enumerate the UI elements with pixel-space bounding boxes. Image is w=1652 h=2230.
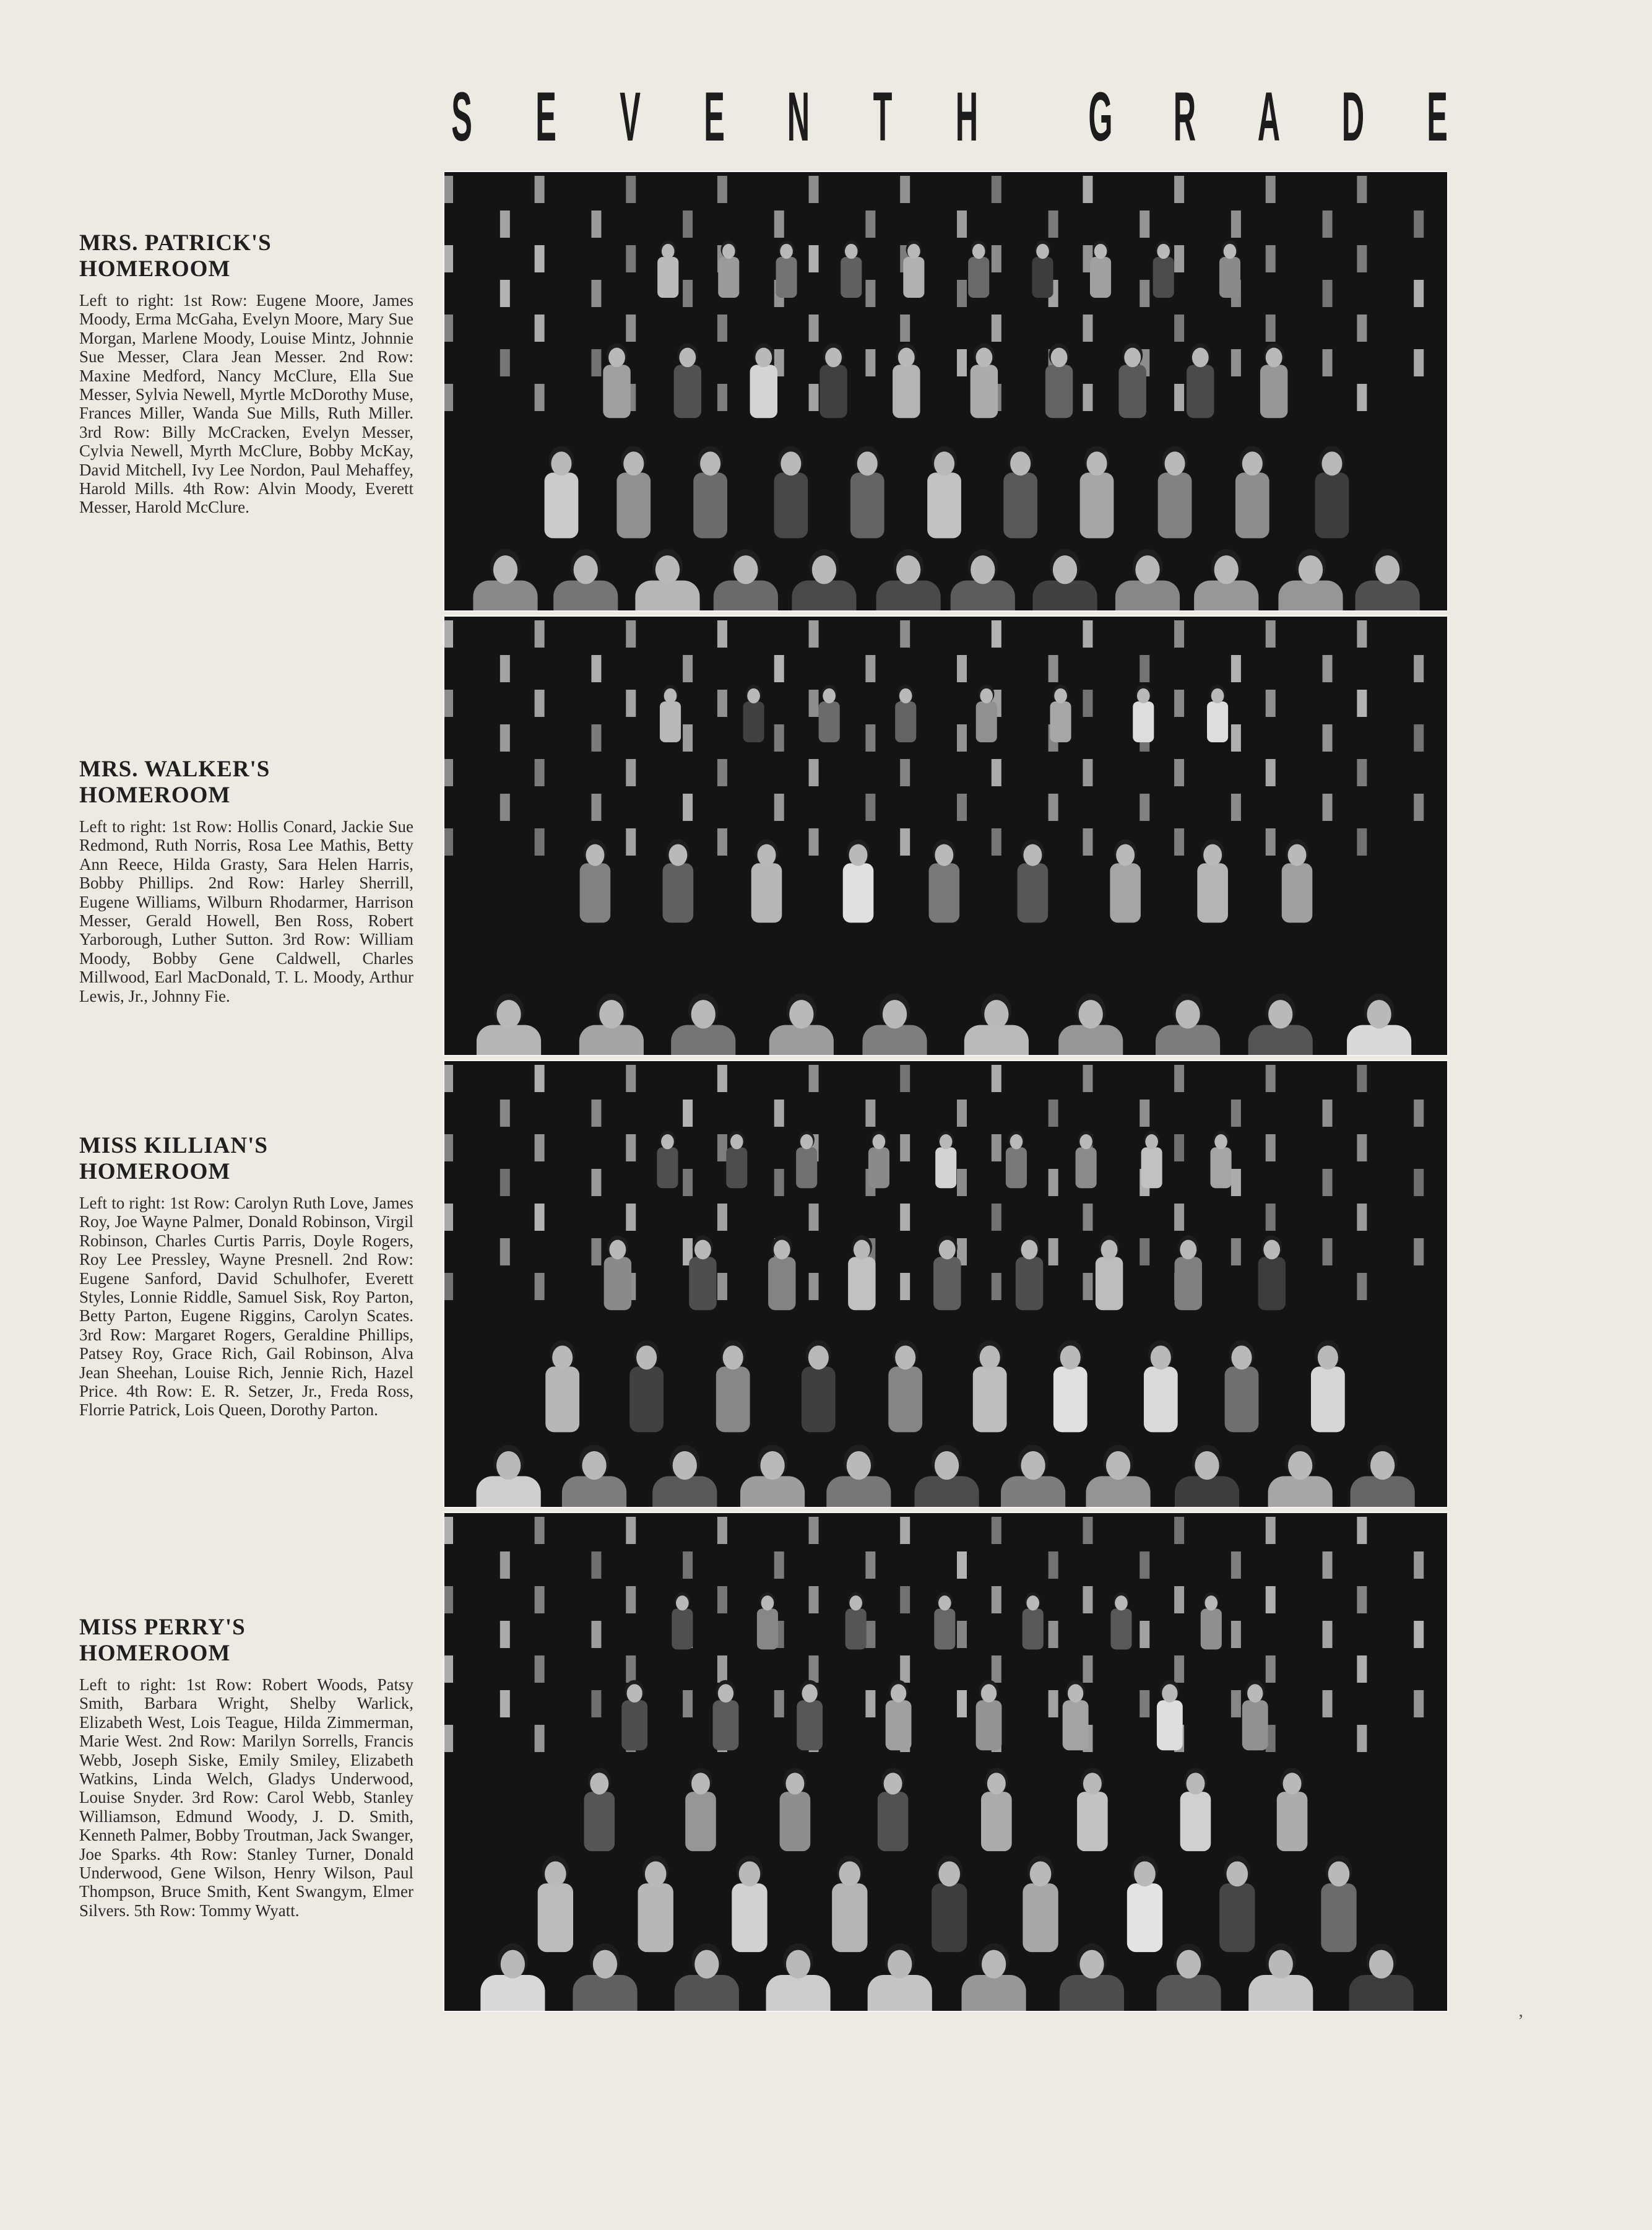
student-figure (1127, 1855, 1162, 1952)
student-figure (1144, 1340, 1178, 1433)
student-figure (843, 840, 874, 923)
class-group-photo-icon (443, 615, 1448, 1056)
page-title: S E V E N T H G R A D E (451, 77, 1448, 155)
student-figure (1096, 1236, 1123, 1311)
student-figure (868, 1131, 889, 1189)
student-figure (545, 1340, 579, 1433)
student-figure (973, 1340, 1007, 1433)
student-figure (693, 446, 727, 539)
homeroom-names: Left to right: 1st Row: Carolyn Ruth Love, James Roy, Joe Wayne Palmer, Donald Robinson, Virgil Robinson, Charles Curtis Parris, Doyle Rogers, Roy Lee Pressley, Wayne Presnell. 2nd Row: Eugene Sanford, David Schulhofer, Everett Styles, Lonnie Riddle, Samuel Sisk, Roy Parton, Betty Parton, Eugene Riggins, Carolyn Scates. 3rd Row: Margaret Rogers, Geraldine Phillips, Patsey Roy, Grace Rich, Gail Robinson, Alva Jean Sheehan, Louise Rich, Jennie Rich, Hazel Price. 4th Row: E. R. Setzer, Jr., Freda Ross, Florrie Patrick, Lois Queen, Dorothy Parton. (79, 1194, 413, 1420)
student-figure (538, 1855, 573, 1952)
student-figure (716, 1340, 750, 1433)
homeroom-caption-walker (79, 757, 413, 1005)
student-figure (1141, 1131, 1162, 1189)
student-figure (757, 1592, 778, 1650)
student-figure (935, 1131, 956, 1189)
homeroom-heading-line1: MRS. WALKER'S (79, 757, 270, 782)
student-figure (743, 685, 764, 742)
student-figure (1311, 1340, 1345, 1433)
student-figure (1006, 1131, 1027, 1189)
class-photo-killian (443, 1060, 1448, 1508)
student-figure (796, 1131, 817, 1189)
student-figure (1201, 1592, 1222, 1650)
student-figure (584, 1768, 615, 1851)
student-figure (1053, 1340, 1088, 1433)
student-figure (1118, 344, 1146, 419)
homeroom-heading-line2: HOMEROOM (79, 1159, 231, 1184)
student-figure (603, 344, 630, 419)
student-figure (1207, 685, 1228, 742)
student-figure (903, 240, 924, 298)
homeroom-caption-patrick (79, 230, 413, 517)
student-figure (616, 446, 651, 539)
student-figure (1110, 840, 1141, 923)
homeroom-heading-line1: MISS KILLIAN'S (79, 1133, 268, 1158)
student-figure (1158, 446, 1192, 539)
student-figure (1180, 1768, 1211, 1851)
student-figure (1080, 446, 1114, 539)
student-figure (780, 1768, 811, 1851)
homeroom-heading (79, 757, 413, 809)
student-figure (1225, 1340, 1259, 1433)
student-figure (1175, 1236, 1202, 1311)
student-figure (1045, 344, 1073, 419)
student-figure (1076, 1131, 1097, 1189)
student-figure (1090, 240, 1111, 298)
student-figure (718, 240, 739, 298)
student-figure (776, 240, 797, 298)
student-figure (657, 1131, 678, 1189)
student-figure (580, 840, 611, 923)
student-figure (638, 1855, 673, 1952)
class-group-photo-icon (443, 1060, 1448, 1508)
class-photo-perry (443, 1512, 1448, 2012)
student-figure (981, 1768, 1012, 1851)
student-figure (768, 1236, 795, 1311)
student-figure (929, 840, 960, 923)
student-figure (1077, 1768, 1108, 1851)
student-figure (1032, 240, 1053, 298)
student-figure (1153, 240, 1174, 298)
student-figure (841, 240, 862, 298)
class-photo-patrick (443, 171, 1448, 612)
homeroom-heading (79, 1615, 413, 1667)
student-figure (976, 1680, 1002, 1751)
student-figure (732, 1855, 767, 1952)
student-figure (657, 240, 678, 298)
student-figure (1321, 1855, 1356, 1952)
student-figure (689, 1236, 716, 1311)
student-figure (545, 446, 579, 539)
student-figure (1157, 1680, 1183, 1751)
homeroom-names: Left to right: 1st Row: Robert Woods, Patsy Smith, Barbara Wright, Shelby Warlick, Elizabeth West, Lois Teague, Hilda Zimmerman, Marie West. 2nd Row: Marilyn Sorrells, Francis Webb, Joseph Siske, Emily Smiley, Elizabeth Watkins, Linda Welch, Gladys Underwood, Louise Snyder. 3rd Row: Carol Webb, Stanley Williamson, Edmund Woody, J. D. Smith, Kenneth Palmer, Bobby Troutman, Jack Swanger, Joe Sparks. 4th Row: Stanley Turner, Donald Underwood, Gene Wilson, Henry Wilson, Paul Thompson, Bruce Smith, Kent Swangym, Elmer Silvers. 5th Row: Tommy Wyatt. (79, 1675, 413, 1920)
student-figure (888, 1340, 922, 1433)
student-figure (1242, 1680, 1268, 1751)
student-figure (934, 1592, 955, 1650)
student-figure (850, 446, 884, 539)
homeroom-heading (79, 230, 413, 282)
homeroom-names: Left to right: 1st Row: Hollis Conard, Jackie Sue Redmond, Ruth Norris, Rosa Lee Mathis, Betty Ann Reece, Hilda Grasty, Sara Helen Harris, Bobby Phillips. 2nd Row: Harley Sherrill, Eugene Williams, Wilburn Rhodarmer, Harrison Messer, Gerald Howell, Ben Ross, Robert Yarborough, Luther Sutton. 3rd Row: William Moody, Bobby Gene Caldwell, Charles Millwood, Earl MacDonald, T. L. Moody, Arthur Lewis, Jr., Johnny Fie. (79, 817, 413, 1005)
student-figure (886, 1680, 912, 1751)
student-figure (1018, 840, 1049, 923)
student-figure (976, 685, 997, 742)
student-figure (672, 1592, 693, 1650)
student-figure (774, 446, 808, 539)
student-figure (1023, 1855, 1058, 1952)
student-figure (674, 344, 701, 419)
student-figure (663, 840, 694, 923)
student-figure (797, 1680, 823, 1751)
homeroom-heading-line1: MISS PERRY'S (79, 1615, 246, 1640)
student-figure (893, 344, 920, 419)
student-figure (1187, 344, 1214, 419)
student-figure (1133, 685, 1154, 742)
student-figure (819, 685, 840, 742)
student-figure (820, 344, 847, 419)
student-figure (1016, 1236, 1043, 1311)
homeroom-caption-perry (79, 1615, 413, 1920)
student-figure (751, 840, 782, 923)
student-figure (660, 685, 681, 742)
student-figure (713, 1680, 739, 1751)
student-figure (895, 685, 916, 742)
class-group-photo-icon (443, 1512, 1448, 2012)
student-figure (933, 1236, 961, 1311)
student-figure (685, 1768, 716, 1851)
student-figure (1315, 446, 1349, 539)
homeroom-heading-line2: HOMEROOM (79, 1641, 231, 1666)
student-figure (726, 1131, 747, 1189)
student-figure (845, 1592, 867, 1650)
homeroom-heading-line1: MRS. PATRICK'S (79, 230, 272, 256)
student-figure (971, 344, 998, 419)
student-figure (629, 1340, 664, 1433)
student-figure (1063, 1680, 1089, 1751)
student-figure (1110, 1592, 1131, 1650)
student-figure (1219, 240, 1240, 298)
student-figure (1235, 446, 1269, 539)
student-figure (832, 1855, 867, 1952)
student-figure (621, 1680, 647, 1751)
homeroom-heading (79, 1133, 413, 1185)
student-figure (1258, 1236, 1285, 1311)
page-speck: ʼ (1518, 2011, 1524, 2031)
student-figure (932, 1855, 967, 1952)
student-figure (968, 240, 989, 298)
homeroom-heading-line2: HOMEROOM (79, 783, 231, 808)
student-figure (1282, 840, 1313, 923)
student-figure (750, 344, 777, 419)
student-figure (1003, 446, 1037, 539)
homeroom-caption-killian (79, 1133, 413, 1420)
student-figure (1023, 1592, 1044, 1650)
student-figure (1219, 1855, 1255, 1952)
student-figure (604, 1236, 631, 1311)
student-figure (1197, 840, 1228, 923)
student-figure (848, 1236, 875, 1311)
homeroom-names: Left to right: 1st Row: Eugene Moore, James Moody, Erma McGaha, Evelyn Moore, Mary Sue Morgan, Marlene Moody, Louise Mintz, Johnnie Sue Messer, Clara Jean Messer. 2nd Row: Maxine Medford, Nancy McClure, Ella Sue Messer, Sylvia Newell, Myrtle McDorothy Muse, Frances Miller, Wanda Sue Mills, Ruth Miller. 3rd Row: Billy McCracken, Evelyn Messer, Cylvia Newell, Myrth McClure, Bobby McKay, David Mitchell, Ivy Lee Nordon, Paul Mehaffey, Harold Mills. 4th Row: Alvin Moody, Everett Messer, Harold McClure. (79, 291, 413, 517)
student-figure (927, 446, 961, 539)
student-figure (1211, 1131, 1232, 1189)
student-figure (1260, 344, 1287, 419)
homeroom-heading-line2: HOMEROOM (79, 256, 231, 282)
student-figure (1050, 685, 1071, 742)
class-photo-walker (443, 615, 1448, 1056)
student-figure (802, 1340, 836, 1433)
student-figure (878, 1768, 909, 1851)
student-figure (1277, 1768, 1308, 1851)
class-group-photo-icon (443, 171, 1448, 612)
